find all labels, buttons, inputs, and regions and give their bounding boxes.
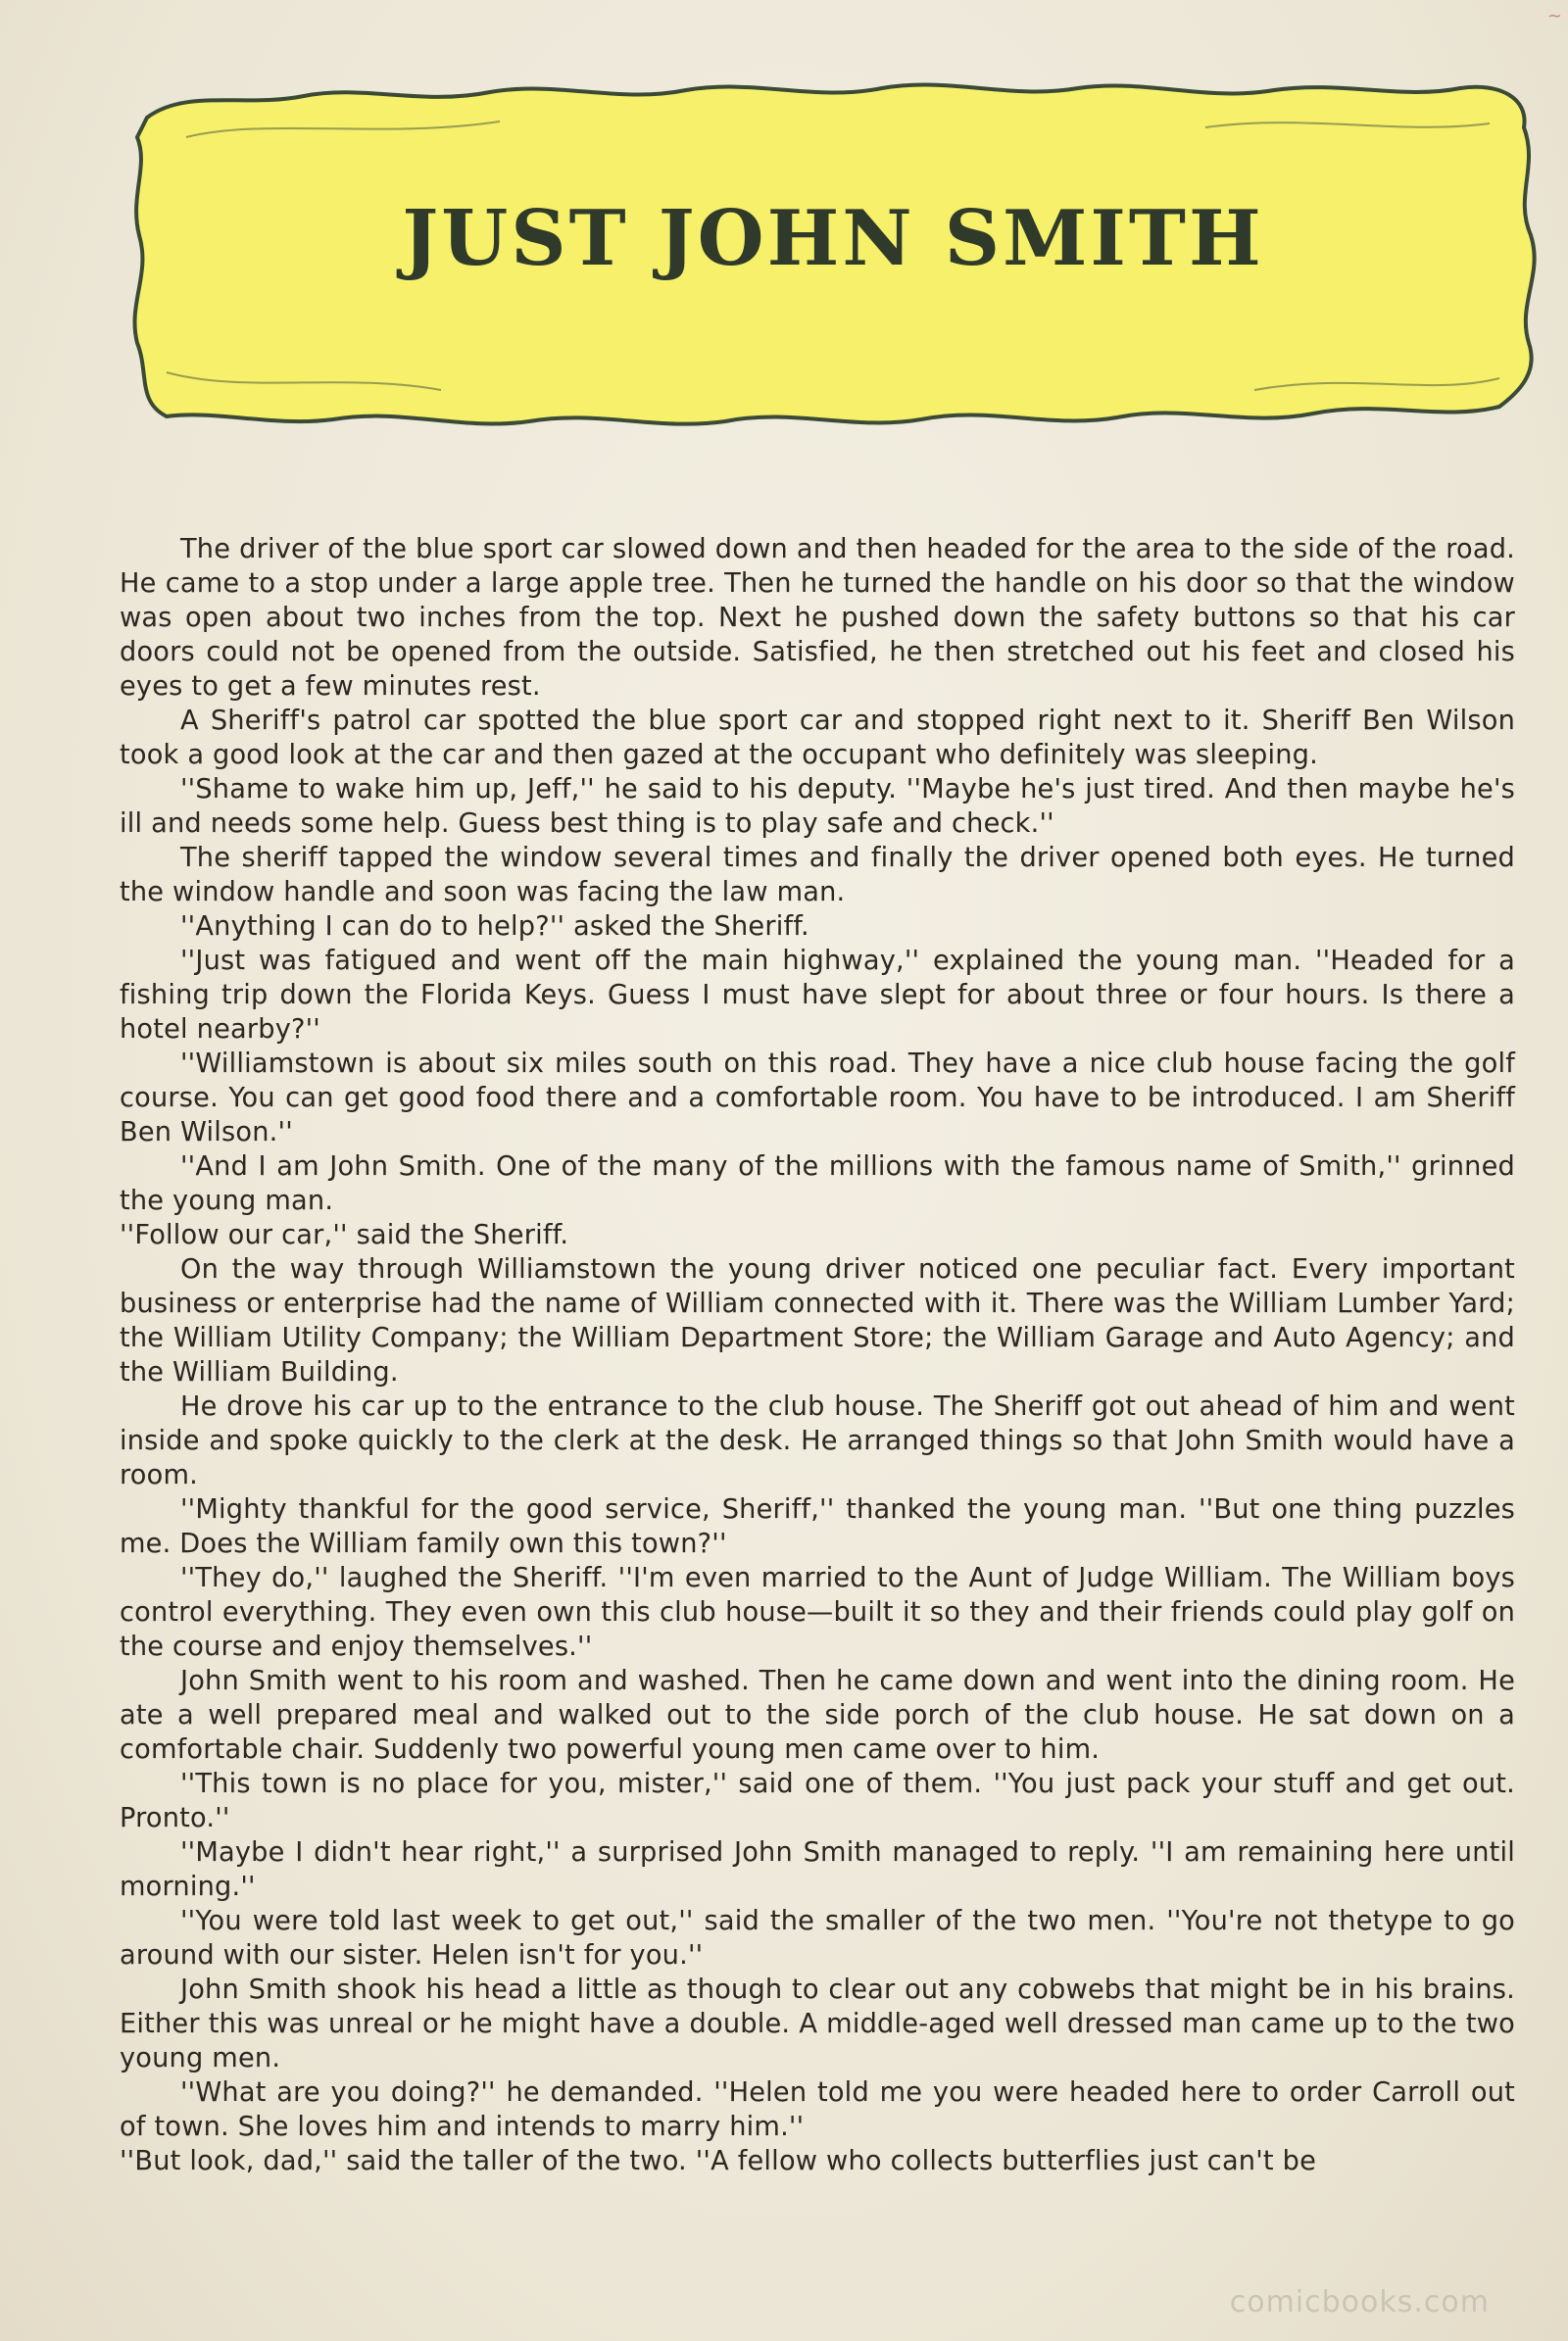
paragraph: ''They do,'' laughed the Sheriff. ''I'm even married to the Aunt of Judge William. The William boys control everything. They even own this club house—built it so they and their friends could play golf on the course and enjoy themselves.'' [120,1563,1515,1662]
paragraph: ''Just was fatigued and went off the main highway,'' explained the young man. ''Headed for a fishing trip down the Florida Keys. Guess I must have slept for about three or four hours. Is there a hotel nearby?'' [120,946,1515,1045]
paragraph: ''Maybe I didn't hear right,'' a surprised John Smith managed to reply. ''I am remaining here until morning.'' [120,1837,1515,1902]
paragraph: The driver of the blue sport car slowed down and then headed for the area to the side of the road. He came to a stop under a large apple tree. Then he turned the handle on his door so that the window was open about two inches from the top. Next he pushed down the safety buttons so that his car doors could not be opened from the outside. Satisfied, he then stretched out his feet and closed his eyes to get a few minutes rest. [120,534,1515,702]
paragraph: A Sheriff's patrol car spotted the blue sport car and stopped right next to it. Sheriff Ben Wilson took a good look at the car and then gazed at the occupant who definitely was sleeping. [120,706,1515,770]
title-banner [127,78,1539,431]
paragraph: ''Mighty thankful for the good service, Sheriff,'' thanked the young man. ''But one thing puzzles me. Does the William family own this town?'' [120,1494,1515,1559]
story-title: JUST JOHN SMITH [402,194,1264,283]
paragraph: The sheriff tapped the window several times and finally the driver opened both eyes. He turned the window handle and soon was facing the law man. [120,843,1515,907]
paragraph: On the way through Williamstown the young driver noticed one peculiar fact. Every important business or enterprise had the name of William connected with it. There was the William Lumber Yard; the William Utility Company; the William Department Store; the William Garage and Auto Agency; and the William Building. [120,1254,1515,1388]
paragraph: ''This town is no place for you, mister,'' said one of them. ''You just pack your stuff and get out. Pronto.'' [120,1769,1515,1833]
paragraph: ''Anything I can do to help?'' asked the Sheriff. [180,911,809,942]
paragraph: ''Williamstown is about six miles south on this road. They have a nice club house facing the golf course. You can get good food there and a comfortable room. You have to be introduced. I am Sheriff Ben Wilson.'' [120,1049,1515,1147]
paragraph: He drove his car up to the entrance to the club house. The Sheriff got out ahead of him and went inside and spoke quickly to the clerk at the desk. He arranged things so that John Smith would have a room. [120,1391,1515,1490]
story-text [120,532,1515,2178]
paragraph: ''And I am John Smith. One of the many of the millions with the famous name of Smith,'' grinned the young man. [120,1151,1515,1216]
paragraph: ''Shame to wake him up, Jeff,'' he said to his deputy. ''Maybe he's just tired. And then maybe he's ill and needs some help. Guess best thing is to play safe and check.'' [120,774,1515,839]
paragraph: John Smith went to his room and washed. Then he came down and went into the dining room. He ate a well prepared meal and walked out to the side porch of the club house. He sat down on a comfortable chair. Suddenly two powerful young men came over to him. [120,1666,1515,1765]
watermark: comicbooks.com [1229,2285,1490,2319]
paragraph: ''You were told last week to get out,'' said the smaller of the two men. ''You're not thetype to go around with our sister. Helen isn't for you.'' [120,1906,1515,1971]
paragraph: ''What are you doing?'' he demanded. ''Helen told me you were headed here to order Carroll out of town. She loves him and intends to marry him.'' [120,2077,1515,2142]
paragraph: ''But look, dad,'' said the taller of the two. ''A fellow who collects butterflies just can't be [120,2146,1316,2176]
paragraph: ''Follow our car,'' said the Sheriff. [120,1220,569,1250]
paragraph: John Smith shook his head a little as though to clear out any cobwebs that might be in his brains. Either this was unreal or he might have a double. A middle-aged well dressed man came up to the two young men. [120,1975,1515,2073]
corner-smudge: ~ [1546,6,1562,26]
